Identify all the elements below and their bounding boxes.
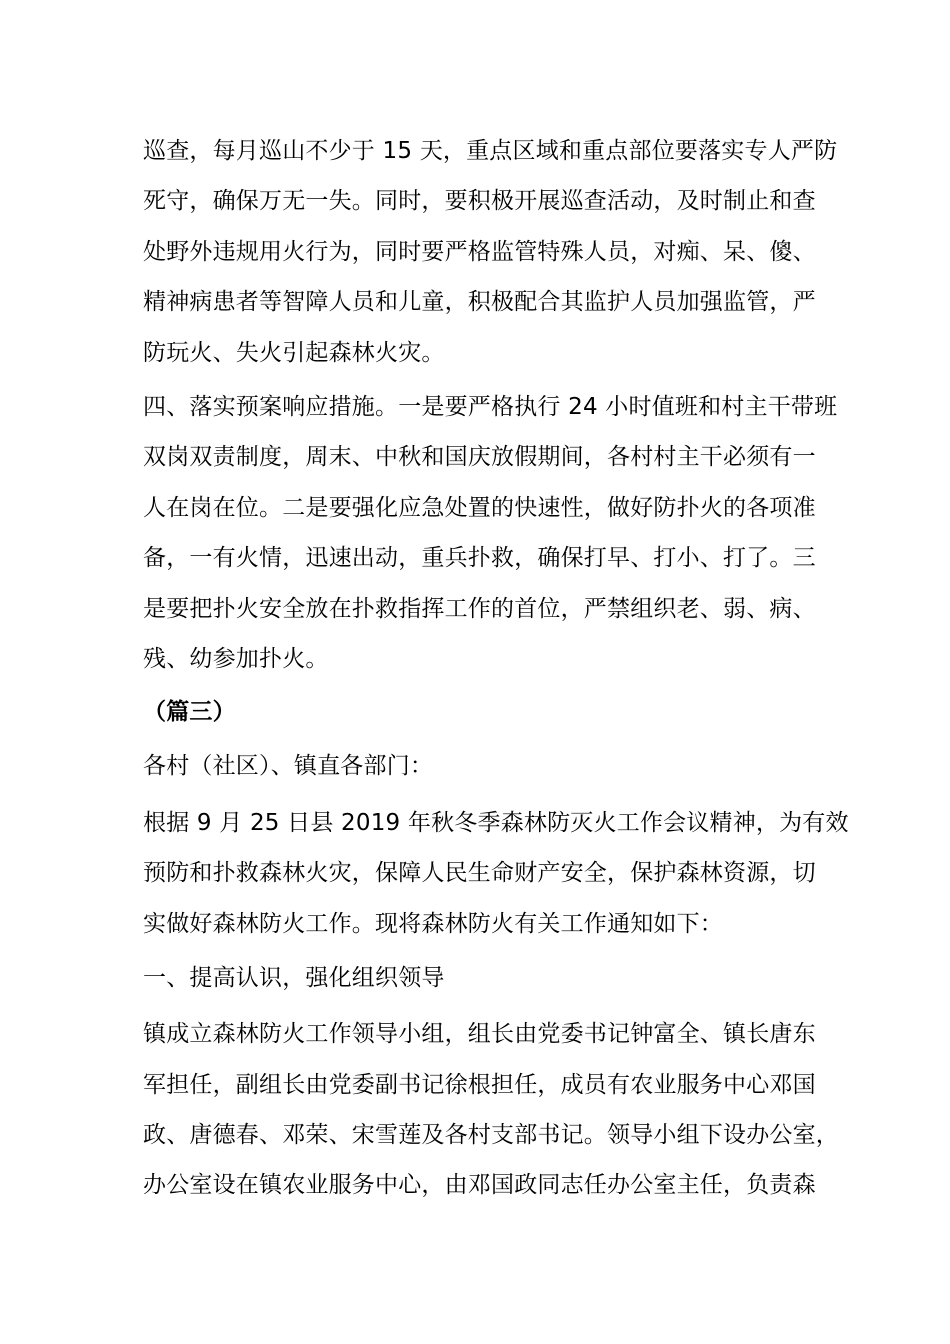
text-line: 办公室设在镇农业服务中心，由邓国政同志任办公室主任，负责森 <box>143 1172 816 1198</box>
text-line: 一、提高认识，强化组织领导 <box>143 965 445 991</box>
text-line: 处野外违规用火行为，同时要严格监管特殊人员，对痴、呆、傻、 <box>143 239 816 265</box>
text-line: 双岗双责制度，周末、中秋和国庆放假期间，各村村主干必须有一 <box>143 444 816 470</box>
text-line: 精神病患者等智障人员和儿童，积极配合其监护人员加强监管，严 <box>143 289 816 315</box>
text-line: 防玩火、失火引起森林火灾。 <box>143 340 445 366</box>
text-line: 预防和扑救森林火灾，保障人民生命财产安全，保护森林资源，切 <box>143 860 816 886</box>
text-line: 四、落实预案响应措施。一是要严格执行 24 小时值班和村主干带班 <box>143 394 838 420</box>
text-line: 备，一有火情，迅速出动，重兵扑救，确保打早、打小、打了。三 <box>143 545 816 571</box>
text-line: 镇成立森林防火工作领导小组，组长由党委书记钟富全、镇长唐东 <box>143 1021 816 1047</box>
text-line: 残、幼参加扑火。 <box>143 646 329 672</box>
section-heading: （篇三） <box>143 699 236 725</box>
text-line: 政、唐德春、邓荣、宋雪莲及各村支部书记。领导小组下设办公室， <box>143 1122 839 1148</box>
text-line: 根据 9 月 25 日县 2019 年秋冬季森林防灭火工作会议精神，为有效 <box>143 810 849 836</box>
text-line: 军担任，副组长由党委副书记徐根担任，成员有农业服务中心邓国 <box>143 1072 816 1098</box>
text-line: 实做好森林防火工作。现将森林防火有关工作通知如下： <box>143 911 723 937</box>
text-line: 人在岗在位。二是要强化应急处置的快速性，做好防扑火的各项准 <box>143 495 816 521</box>
text-line: 各村（社区）、镇直各部门： <box>143 753 434 779</box>
text-line: 死守，确保万无一失。同时，要积极开展巡查活动，及时制止和查 <box>143 188 816 214</box>
text-line: 巡查，每月巡山不少于 15 天，重点区域和重点部位要落实专人严防 <box>143 138 838 164</box>
text-line: 是要把扑火安全放在扑救指挥工作的首位，严禁组织老、弱、病、 <box>143 596 816 622</box>
